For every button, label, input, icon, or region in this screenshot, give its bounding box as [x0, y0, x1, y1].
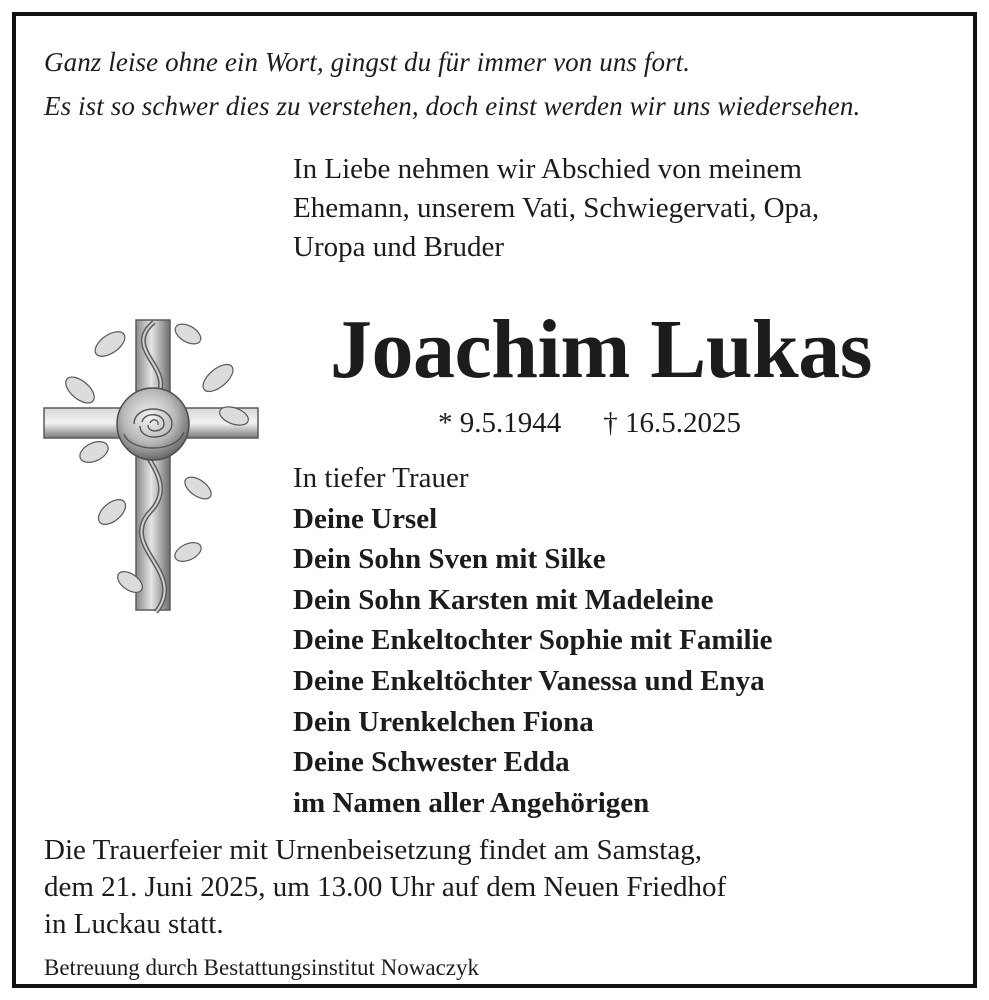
birth-date: * 9.5.1944: [438, 407, 562, 439]
ceremony-line-3: in Luckau statt.: [44, 908, 224, 940]
deceased-name: Joachim Lukas: [330, 303, 872, 396]
death-date: † 16.5.2025: [603, 407, 741, 439]
mourner-item: Dein Urenkelchen Fiona: [293, 705, 594, 738]
life-dates: [438, 405, 741, 441]
intro-line-2: Ehemann, unserem Vati, Schwiegervati, Opa,: [293, 192, 820, 224]
ceremony-notice: [44, 832, 726, 943]
cross-with-rose-icon: [38, 312, 264, 622]
mourners-lead: In tiefer Trauer: [293, 462, 469, 494]
motto-line-1: Ganz leise ohne ein Wort, gingst du für immer von uns fort.: [44, 47, 691, 77]
mourner-item: im Namen aller Angehörigen: [293, 786, 650, 819]
mourner-item: Deine Enkeltochter Sophie mit Familie: [293, 624, 773, 657]
mourner-item: Deine Enkeltöchter Vanessa und Enya: [293, 664, 765, 697]
motto-line-2: Es ist so schwer dies zu verstehen, doch einst werden wir uns wiedersehen.: [44, 91, 861, 121]
mourner-item: Dein Sohn Sven mit Silke: [293, 543, 606, 576]
ceremony-line-2: dem 21. Juni 2025, um 13.00 Uhr auf dem Neuen Friedhof: [44, 871, 727, 903]
farewell-intro: [293, 150, 933, 267]
intro-line-3: Uropa und Bruder: [293, 231, 505, 263]
ceremony-line-1: Die Trauerfeier mit Urnenbeisetzung findet am Samstag,: [44, 834, 702, 866]
undertaker-credit: Betreuung durch Bestattungsinstitut Nowaczyk: [44, 955, 480, 980]
mourner-item: Dein Sohn Karsten mit Madeleine: [293, 583, 714, 616]
mourner-item: Deine Schwester Edda: [293, 746, 570, 779]
mourner-item: Deine Ursel: [293, 502, 438, 535]
intro-line-1: In Liebe nehmen wir Abschied von meinem: [293, 153, 802, 185]
motto-verse: [44, 40, 860, 128]
mourners-list: [293, 458, 773, 823]
